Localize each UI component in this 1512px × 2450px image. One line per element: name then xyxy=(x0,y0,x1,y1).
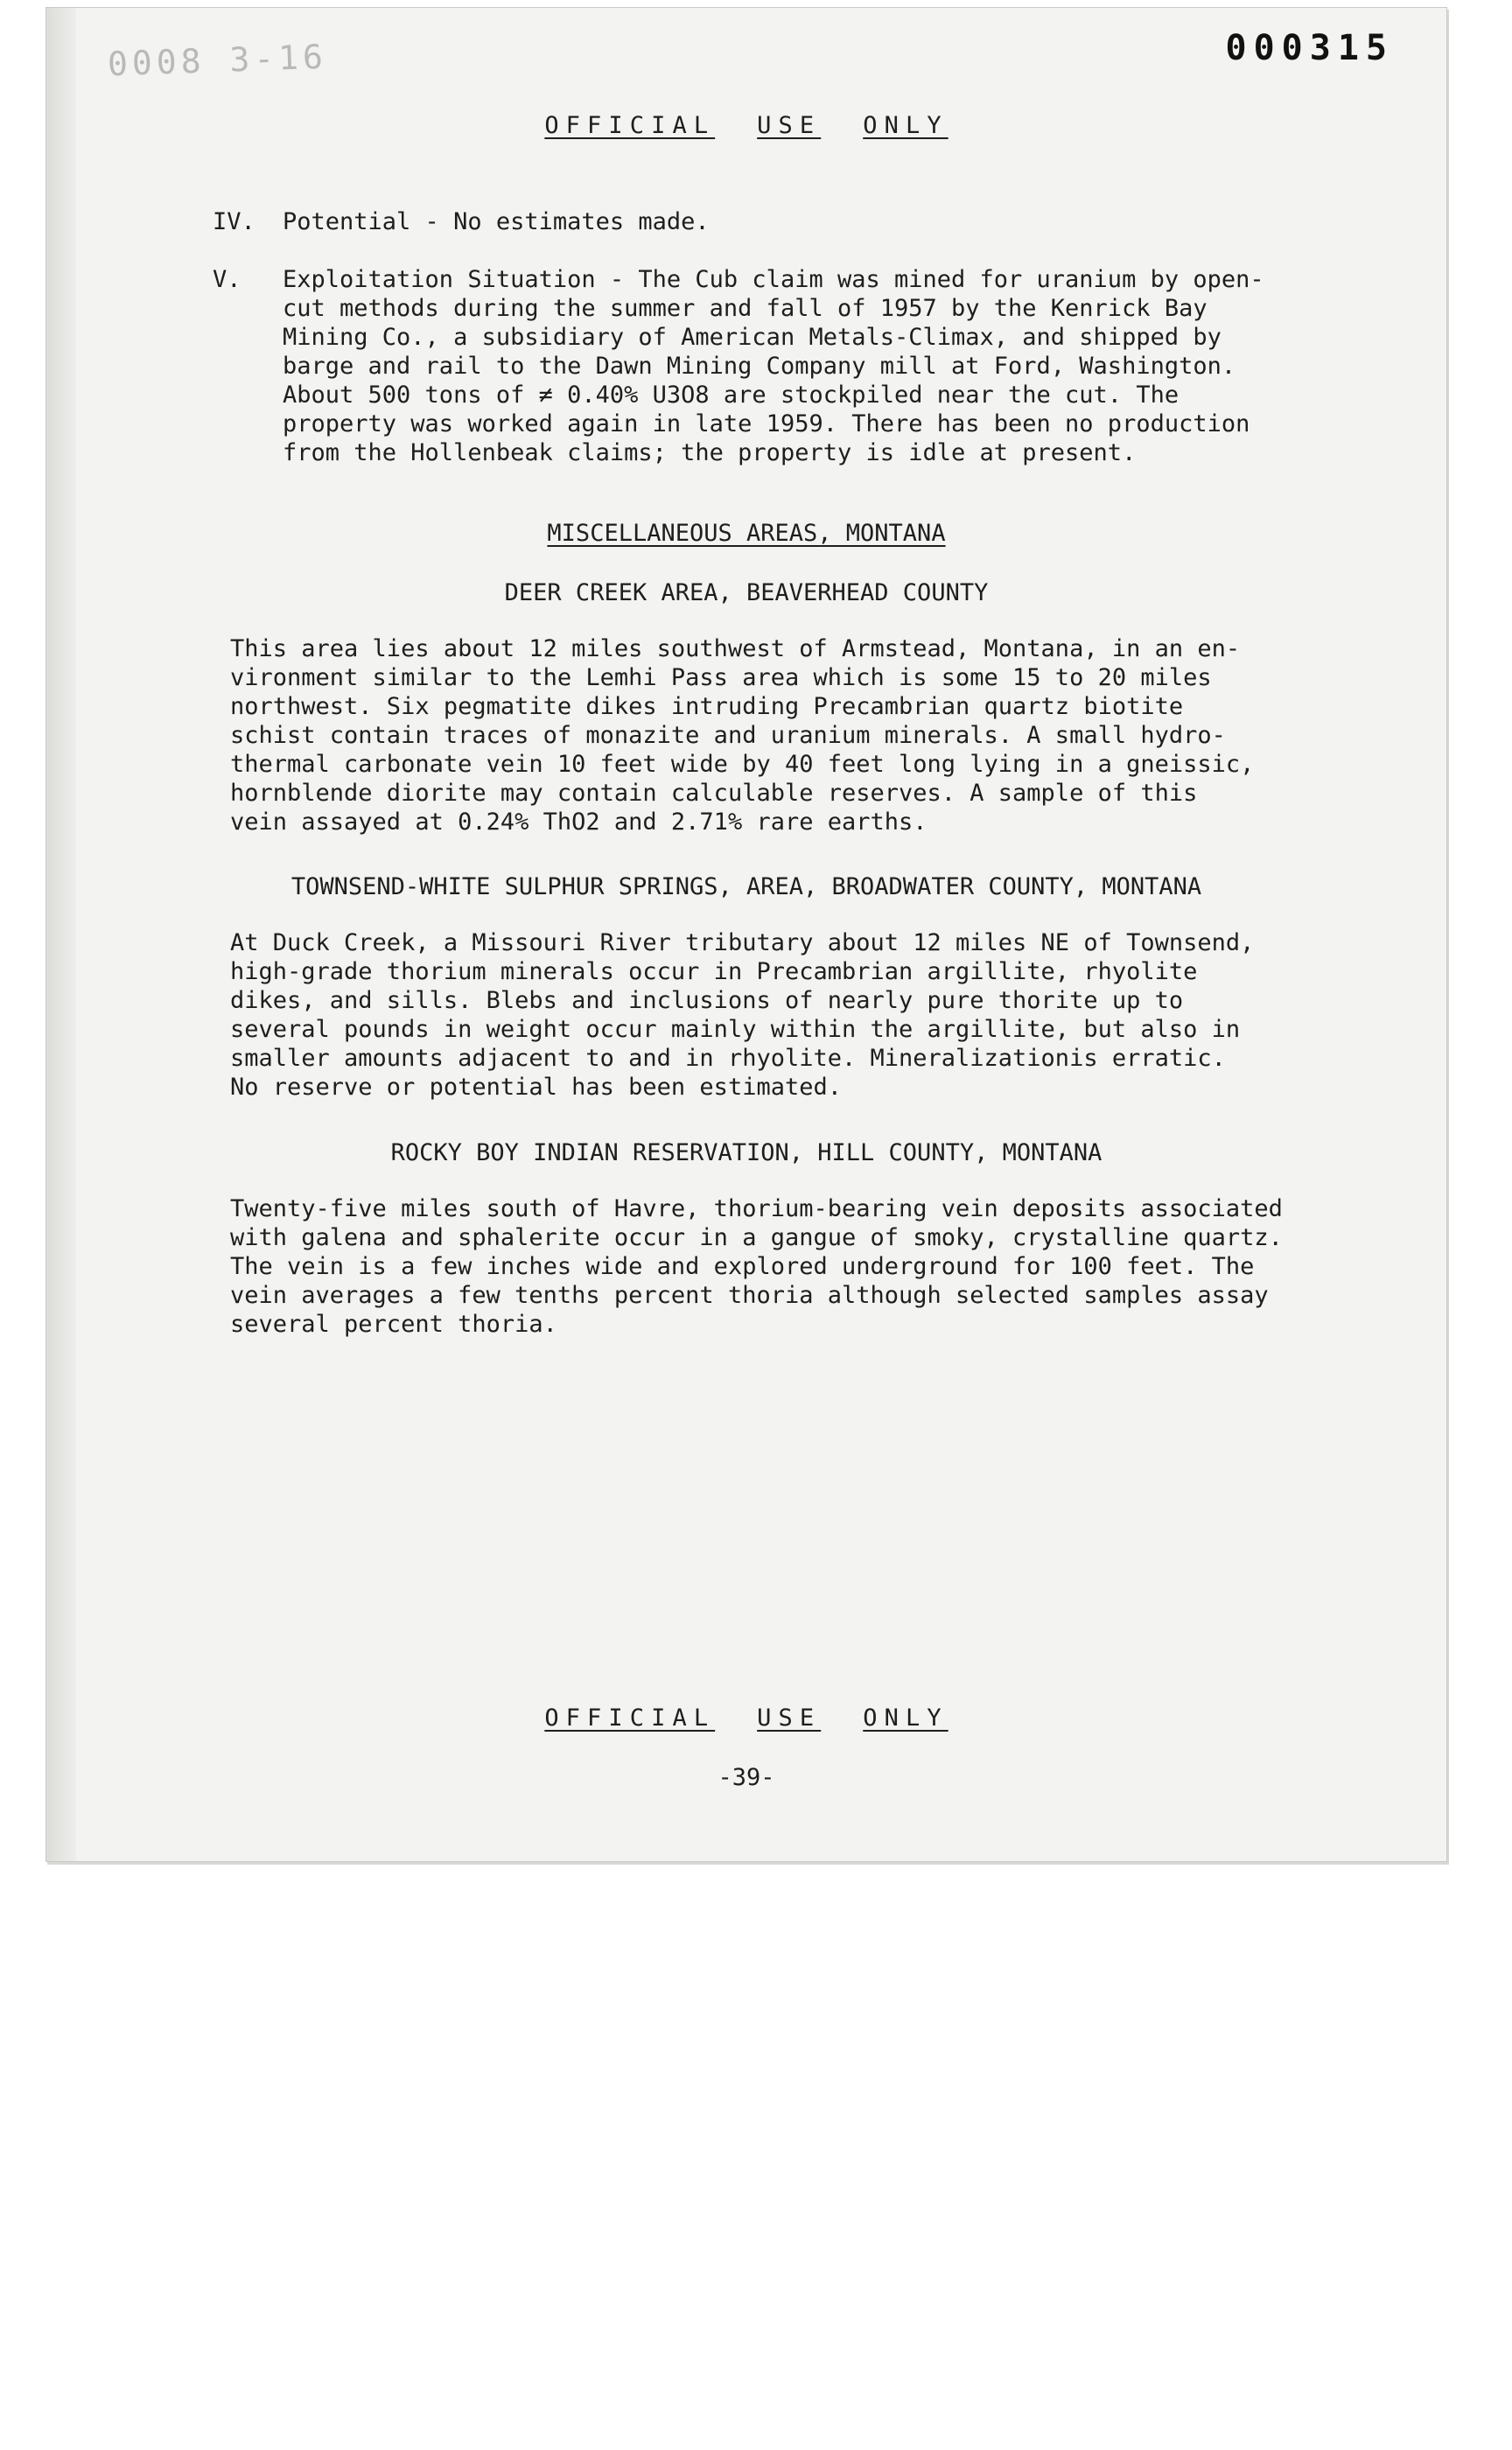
header-word: OFFICIAL xyxy=(544,112,716,139)
page-edge-shadow xyxy=(46,8,76,1861)
area-title-townsend: TOWNSEND-WHITE SULPHUR SPRINGS, AREA, BROADWATER COUNTY, MONTANA xyxy=(290,873,1202,900)
area-title-rocky-boy: ROCKY BOY INDIAN RESERVATION, HILL COUNTY, MONTANA xyxy=(390,1139,1102,1166)
item-number: V. xyxy=(213,266,242,293)
footer-word: ONLY xyxy=(863,1704,948,1732)
header-word: USE xyxy=(757,112,822,139)
header-official-use-only xyxy=(46,111,1446,140)
item-number: IV. xyxy=(213,208,256,235)
header-word: ONLY xyxy=(863,112,948,139)
item-text: Exploitation Situation - The Cub claim was mined for uranium by open- cut methods during the summer and fall of 1957 by the Kenrick Bay Mining Co., a subsidiary of American Metals-Climax, and shipped by barge and rail to the Dawn Mining Company mill at Ford, Washington. About 500 tons of ≠ 0.40% U3O8 are stockpiled near the cut. The property was worked again in late 1959. There has been no production from the Hollenbeak claims; the property is idle at present. xyxy=(283,266,1264,466)
faded-stamp: 0008 3-16 xyxy=(107,37,328,84)
page-number: -39- xyxy=(718,1764,775,1791)
item-iv xyxy=(213,207,1376,236)
footer-word: USE xyxy=(757,1704,822,1732)
area-title-deer-creek: DEER CREEK AREA, BEAVERHEAD COUNTY xyxy=(504,579,989,606)
document-page xyxy=(46,7,1447,1862)
area-text-townsend: At Duck Creek, a Missouri River tributary about 12 miles NE of Townsend, high-grade thorium minerals occur in Precambrian argillite, rhyolite dikes, and sills. Blebs and inclusions of nearly pure thorite up to several pounds in weight occur mainly within the argillite, but also in smaller amounts adjacent to and in rhyolite. Mineralizationis erratic. No reserve or potential has been estimated. xyxy=(230,929,1255,1101)
document-number: 000315 xyxy=(1225,28,1394,68)
item-text: Potential - No estimates made. xyxy=(283,208,710,235)
footer-word: OFFICIAL xyxy=(544,1704,716,1732)
area-text-deer-creek: This area lies about 12 miles southwest of Armstead, Montana, in an en- vironment similar to the Lemhi Pass area which is some 15 to 20 miles northwest. Six pegmatite dikes intruding Precambrian quartz biotite schist contain traces of monazite and uranium minerals. A small hydro- thermal carbonate vein 10 feet wide by 40 feet long lying in a gneissic, hornblende diorite may contain calculable reserves. A sample of this vein assayed at 0.24% ThO2 and 2.71% rare earths. xyxy=(230,635,1255,836)
area-text-rocky-boy: Twenty-five miles south of Havre, thorium-bearing vein deposits associated with galena and sphalerite occur in a gangue of smoky, crystalline quartz. The vein is a few inches wide and explored underground for 100 feet. The vein averages a few tenths percent thoria although selected samples assay several percent thoria. xyxy=(230,1195,1283,1338)
footer-official-use-only xyxy=(46,1704,1446,1732)
item-v xyxy=(213,265,1376,467)
section-title: MISCELLANEOUS AREAS, MONTANA xyxy=(547,520,946,547)
